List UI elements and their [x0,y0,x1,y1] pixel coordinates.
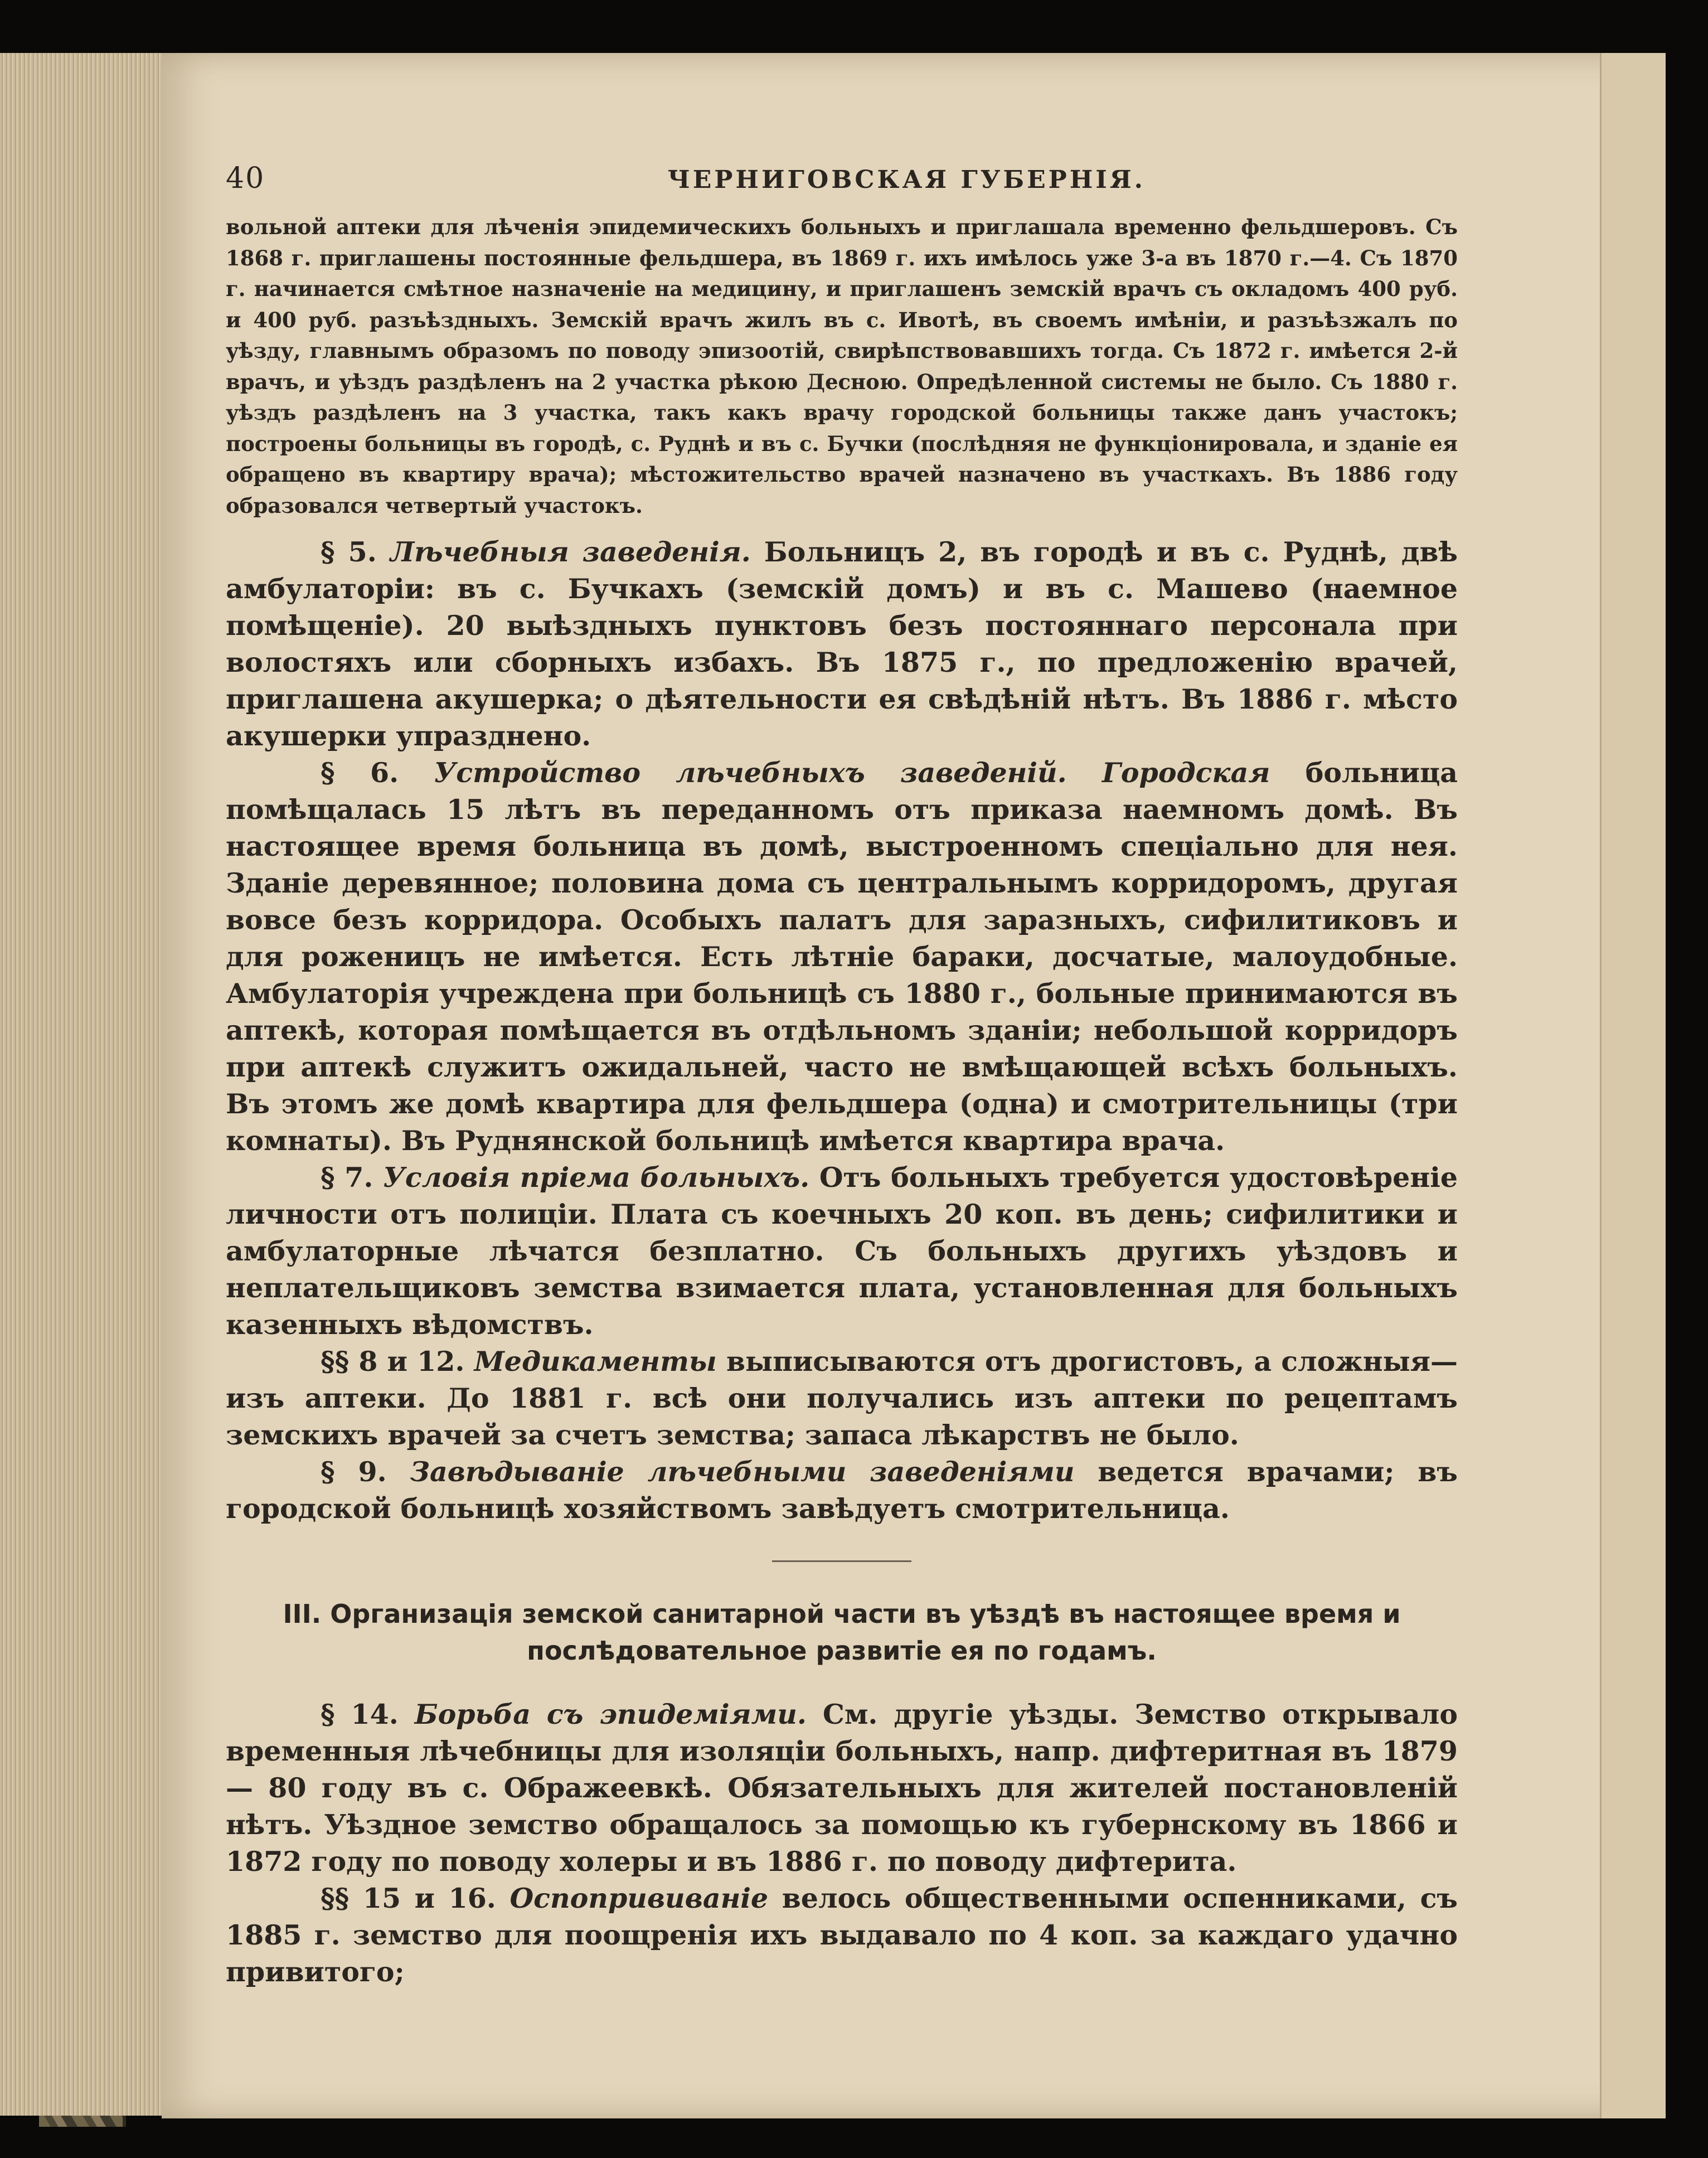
running-title: ЧЕРНИГОВСКАЯ ГУБЕРНІЯ. [667,166,1146,194]
intro-paragraph: вольной аптеки для лѣченія эпидемическихъ больныхъ и приглашала временно фельдшеровъ. Съ 1868 г. приглашены постоянные фельдшера, въ 1869 г. ихъ имѣлось уже 3-а въ 1870 г.—4. Съ 1870 г. начинается смѣтное назначеніе на медицину, и приглашенъ земскій врачъ съ окладомъ 400 руб. и 400 руб. разъѣздныхъ. Земскій врачъ жилъ въ с. Ивотѣ, въ своемъ имѣніи, и разъѣзжалъ по уѣзду, главнымъ образомъ по поводу эпизоотій, свирѣпствовавшихъ тогда. Съ 1872 г. имѣется 2-й врачъ, и уѣздъ раздѣленъ на 2 участка рѣкою Десною. Опредѣленной системы не было. Съ 1880 г. уѣздъ раздѣленъ на 3 участка, такъ какъ врачу городской больницы также данъ участокъ; построены больницы въ городѣ, с. Руднѣ и въ с. Бучки (послѣдняя не функціонировала, и зданіе ея обращено въ квартиру врача); мѣстожительство врачей назначено въ участкахъ. Въ 1886 году образовался четвертый участокъ. [226,215,1458,518]
part-heading-line2: послѣдовательное развитіе ея по годамъ. [527,1636,1157,1666]
part-heading-line1: III. Организація земской санитарной части въ уѣздѣ въ настоящее время и [283,1599,1401,1629]
section-title: Медикаменты [474,1345,717,1378]
section-label: § 7. [321,1161,373,1194]
section-title: Условія пріема больныхъ. [383,1161,810,1194]
section-title: Борьба съ эпидеміями. [414,1698,807,1730]
section-paragraph [226,1343,1458,1453]
section-body: выписываются отъ дрогистовъ, а сложныя—изъ аптеки. До 1881 г. всѣ они получались изъ аптеки по рецептамъ земскихъ врачей за счетъ земства; запаса лѣкарствъ не было. [226,1345,1458,1451]
sections-part3 [226,1696,1458,1990]
section-label: § 5. [321,536,377,568]
section-title: Лѣчебныя заведенія. [390,536,751,568]
section-paragraph [226,1880,1458,1990]
page-header [226,162,1458,195]
section-title: Оспопрививаніе [510,1882,769,1914]
section-body: ведется врачами; въ городской больницѣ хозяйствомъ завѣдуетъ смотрительница. [226,1456,1458,1525]
section-body: больница помѣщалась 15 лѣтъ въ переданномъ отъ приказа наемномъ домѣ. Въ настоящее время больница въ домѣ, выстроенномъ спеціально для нея. Зданіе деревянное; половина дома съ центральнымъ корридоромъ, другая вовсе безъ корридора. Особыхъ палатъ для заразныхъ, сифилитиковъ и для роженицъ не имѣется. Есть лѣтніе бараки, досчатые, малоудобные. Амбулаторія учреждена при больницѣ съ 1880 г., больные принимаются въ аптекѣ, которая помѣщается въ отдѣльномъ зданіи; небольшой корридоръ при аптекѣ служитъ ожидальней, часто не вмѣщающей всѣхъ больныхъ. Въ этомъ же домѣ квартира для фельдшера (одна) и смотрительницы (три комнаты). Въ Руднянской больницѣ имѣется квартира врача. [226,756,1458,1157]
section-label: § 14. [321,1698,399,1730]
next-page-edge [1600,53,1666,2118]
page-text [226,162,1458,1990]
section-title: Устройство лѣчебныхъ заведеній. Городская [434,756,1270,789]
section-title: Завѣдываніе лѣчебными заведеніями [410,1456,1075,1488]
section-paragraph [226,754,1458,1159]
sections-part2 [226,534,1458,1527]
section-body: велось общественными оспенниками, съ 1885 г. земство для поощренія ихъ выдавало по 4 коп. за каждаго удачно привитого; [226,1882,1458,1988]
section-paragraph [226,1453,1458,1527]
section-label: § 6. [321,756,399,789]
page-number: 40 [226,162,265,195]
section-paragraph [226,1696,1458,1880]
section-label: § 9. [321,1456,387,1488]
section-paragraph [226,1159,1458,1343]
part-heading [226,1596,1458,1669]
book-page-edges [0,53,162,2116]
section-paragraph [226,534,1458,754]
section-label: §§ 8 и 12. [321,1345,465,1378]
section-body: Отъ больныхъ требуется удостовѣреніе личности отъ полиціи. Плата съ коечныхъ 20 коп. въ день; сифилитики и амбулаторные лѣчатся безплатно. Съ больныхъ другихъ уѣздовъ и неплательщиковъ земства взимается плата, установленная для больныхъ казенныхъ вѣдомствъ. [226,1161,1458,1341]
section-body: См. другіе уѣзды. Земство открывало временныя лѣчебницы для изоляціи больныхъ, напр. дифтеритная въ 1879 — 80 году въ с. Ображеевкѣ. Обязательныхъ для жителей постановленій нѣтъ. Уѣздное земство обращалось за помощью къ губернскому въ 1866 и 1872 году по поводу холеры и въ 1886 г. по поводу дифтерита. [226,1698,1458,1878]
section-divider [772,1560,911,1562]
section-body: Больницъ 2, въ городѣ и въ с. Руднѣ, двѣ амбулаторіи: въ с. Бучкахъ (земскій домъ) и въ с. Машево (наемное помѣщеніе). 20 выѣздныхъ пунктовъ безъ постояннаго персонала при волостяхъ или сборныхъ избахъ. Въ 1875 г., по предложенію врачей, приглашена акушерка; о дѣятельности ея свѣдѣній нѣтъ. Въ 1886 г. мѣсто акушерки упразднено. [226,536,1458,752]
section-label: §§ 15 и 16. [321,1882,496,1914]
